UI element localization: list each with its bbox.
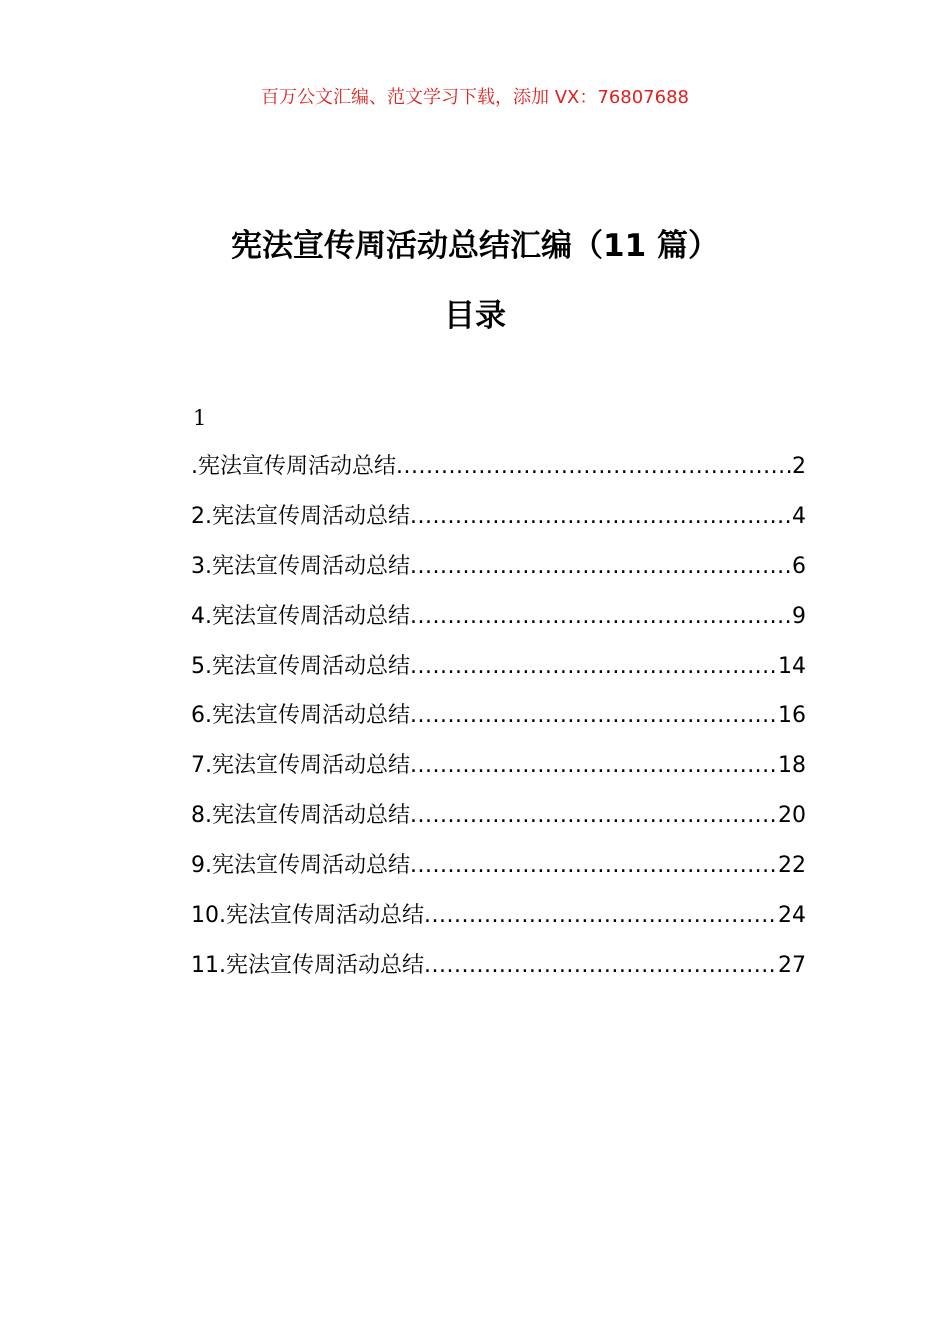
toc-leader bbox=[424, 896, 778, 936]
toc-entry-label: .宪法宣传周活动总结 bbox=[191, 454, 396, 479]
toc-entry-label: 7.宪法宣传周活动总结 bbox=[191, 753, 410, 779]
toc-entry[interactable] bbox=[191, 597, 806, 647]
toc-entry-page: 6 bbox=[792, 553, 806, 579]
toc-list bbox=[191, 447, 806, 996]
toc-entry-label: 10.宪法宣传周活动总结 bbox=[191, 903, 424, 929]
toc-entry[interactable] bbox=[191, 447, 806, 497]
toc-entry-label: 6.宪法宣传周活动总结 bbox=[191, 703, 410, 729]
toc-entry[interactable] bbox=[191, 647, 806, 697]
toc-leader bbox=[410, 647, 778, 687]
toc-entry-page: 4 bbox=[792, 503, 806, 529]
header-note: 百万公文汇编、范文学习下载，添加 VX：76807688 bbox=[261, 87, 689, 108]
toc-entry[interactable] bbox=[191, 946, 806, 996]
toc-entry-page: 14 bbox=[778, 653, 806, 679]
toc-entry-page: 22 bbox=[778, 853, 806, 879]
toc-entry-label: 3.宪法宣传周活动总结 bbox=[191, 553, 410, 579]
toc-entry-page: 24 bbox=[778, 903, 806, 929]
toc-entry[interactable] bbox=[191, 497, 806, 547]
toc-leader bbox=[410, 547, 792, 587]
toc-entry-page: 27 bbox=[778, 952, 806, 978]
toc-number: 1 bbox=[193, 406, 207, 430]
toc-entry[interactable] bbox=[191, 796, 806, 846]
toc-leader bbox=[410, 597, 792, 637]
toc-entry-page: 9 bbox=[792, 603, 806, 629]
toc-entry-page: 20 bbox=[778, 803, 806, 829]
toc-entry-label: 4.宪法宣传周活动总结 bbox=[191, 603, 410, 629]
toc-entry-label: 11.宪法宣传周活动总结 bbox=[191, 952, 424, 978]
document-title: 宪法宣传周活动总结汇编（11 篇） bbox=[231, 228, 719, 264]
toc-entry[interactable] bbox=[191, 846, 806, 896]
toc-entry[interactable] bbox=[191, 547, 806, 597]
toc-entry[interactable] bbox=[191, 896, 806, 946]
toc-leader bbox=[410, 497, 792, 537]
toc-entry-label: 2.宪法宣传周活动总结 bbox=[191, 503, 410, 529]
toc-entry[interactable] bbox=[191, 696, 806, 746]
toc-leader bbox=[410, 796, 778, 836]
toc-heading: 目录 bbox=[444, 298, 506, 334]
toc-leader bbox=[410, 746, 778, 786]
toc-entry-label: 5.宪法宣传周活动总结 bbox=[191, 653, 410, 679]
toc-leader bbox=[424, 946, 778, 986]
toc-leader bbox=[410, 846, 778, 886]
toc-entry-page: 16 bbox=[778, 703, 806, 729]
toc-entry-page: 18 bbox=[778, 753, 806, 779]
toc-entry-label: 9.宪法宣传周活动总结 bbox=[191, 853, 410, 879]
toc-leader bbox=[410, 696, 778, 736]
toc-entry-label: 8.宪法宣传周活动总结 bbox=[191, 803, 410, 829]
toc-leader bbox=[396, 447, 792, 487]
toc-entry-page: 2 bbox=[792, 454, 806, 479]
toc-entry[interactable] bbox=[191, 746, 806, 796]
